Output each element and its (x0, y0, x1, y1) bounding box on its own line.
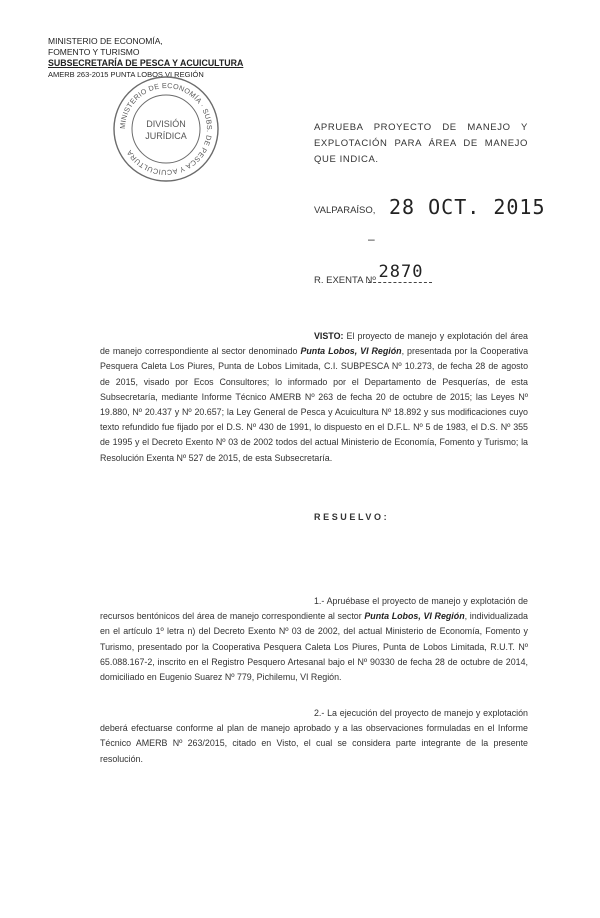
visto-label: VISTO: (314, 331, 344, 341)
item-2-text: La ejecución del proyecto de manejo y explotación deberá efectuarse conforme al plan de manejo aprobado y a las observaciones formuladas en el Informe Técnico AMERB Nº 263/2015, citado en Visto, el cual se considera parte integrante de la presente resolución. (100, 708, 528, 764)
item-1-number: 1.- (314, 596, 327, 606)
resolution-item-2 (100, 706, 528, 767)
place-label: VALPARAÍSO, (314, 205, 376, 216)
ministry-line-2: FOMENTO Y TURISMO (48, 47, 140, 57)
resolution-label: R. EXENTA Nº (314, 275, 376, 286)
division-juridica-stamp (111, 74, 221, 184)
undersecretariat-line: SUBSECRETARÍA DE PESCA Y ACUICULTURA (48, 58, 244, 68)
visto-paragraph (100, 329, 528, 466)
resolution-summary: APRUEBA PROYECTO DE MANEJO Y EXPLOTACIÓN PARA ÁREA DE MANEJO QUE INDICA. (314, 122, 528, 165)
stamp-center-line-2: JURÍDICA (145, 131, 187, 141)
resolution-number: 2870 (378, 262, 424, 282)
stamp-center-line-1: DIVISIÓN (146, 119, 186, 129)
reference-line: AMERB 263-2015 PUNTA LOBOS VI REGIÓN (48, 70, 204, 79)
resolution-item-1 (100, 594, 528, 685)
dash-mark: – (368, 232, 375, 246)
item-1-text-2: , individualizada en el artículo 1º letra n) del Decreto Exento Nº 03 de 2002, del actual Ministerio de Economía, Fomento y Turismo, presentado por la Cooperativa Pesquera Caleta Los Piures, Punta de Lobos Limitada, R.U.T. Nº 65.088.167-2, inscrito en el Registro Pesquero Artesanal bajo el Nº 90330 de fecha 28 de octubre de 2014, domiciliado en Eugenio Suarez Nº 779, Pichilemu, VI Región. (100, 611, 528, 683)
visto-sector: Punta Lobos, VI Región (300, 346, 402, 357)
resuelvo-heading: RESUELVO: (314, 512, 390, 522)
item-1-text-1: Apruébase el proyecto de manejo y explotación de recursos bentónicos del área de manejo correspondiente al sector (100, 596, 528, 622)
number-underline (368, 282, 432, 283)
visto-text-1: El proyecto de manejo y explotación del área de manejo correspondiente al sector denominado (100, 331, 528, 357)
stamp-ring-text: MINISTERIO DE ECONOMÍA · SUBS. DE PESCA Y ACUICULTURA (117, 80, 215, 178)
resolution-number-line (314, 262, 432, 288)
visto-text-2: , presentada por la Cooperativa Pesquera Caleta Los Piures, Punta de Lobos Limitada, C.I. SUBPESCA Nº 10.273, de fecha 28 de agosto de 2015, visado por Ecos Consultores; lo informado por el Departamento de Pesquerías, de esta Subsecretaría, mediante Informe Técnico AMERB Nº 263 de fecha 20 de octubre de 2015; las Leyes Nº 19.880, Nº 20.437 y Nº 20.657; la Ley General de Pesca y Acuicultura Nº 18.892 y sus modificaciones cuyo texto refundido fue fijado por el D.S. Nº 430 de 1991, lo dispuesto en el D.F.L. Nº 5 de 1983, el D.S. Nº 355 de 1995 y el Decreto Exento Nº 03 de 2002 todos del actual Ministerio de Economía, Fomento y Turismo; la Resolución Exenta Nº 527 de 2015, de esta Subsecretaría. (100, 346, 528, 463)
item-2-number: 2.- (314, 708, 328, 718)
resolution-date: 28 OCT. 2015 (389, 195, 546, 219)
item-1-sector: Punta Lobos, VI Región (364, 611, 465, 622)
ministry-line: MINISTERIO DE ECONOMÍA, (48, 36, 163, 46)
